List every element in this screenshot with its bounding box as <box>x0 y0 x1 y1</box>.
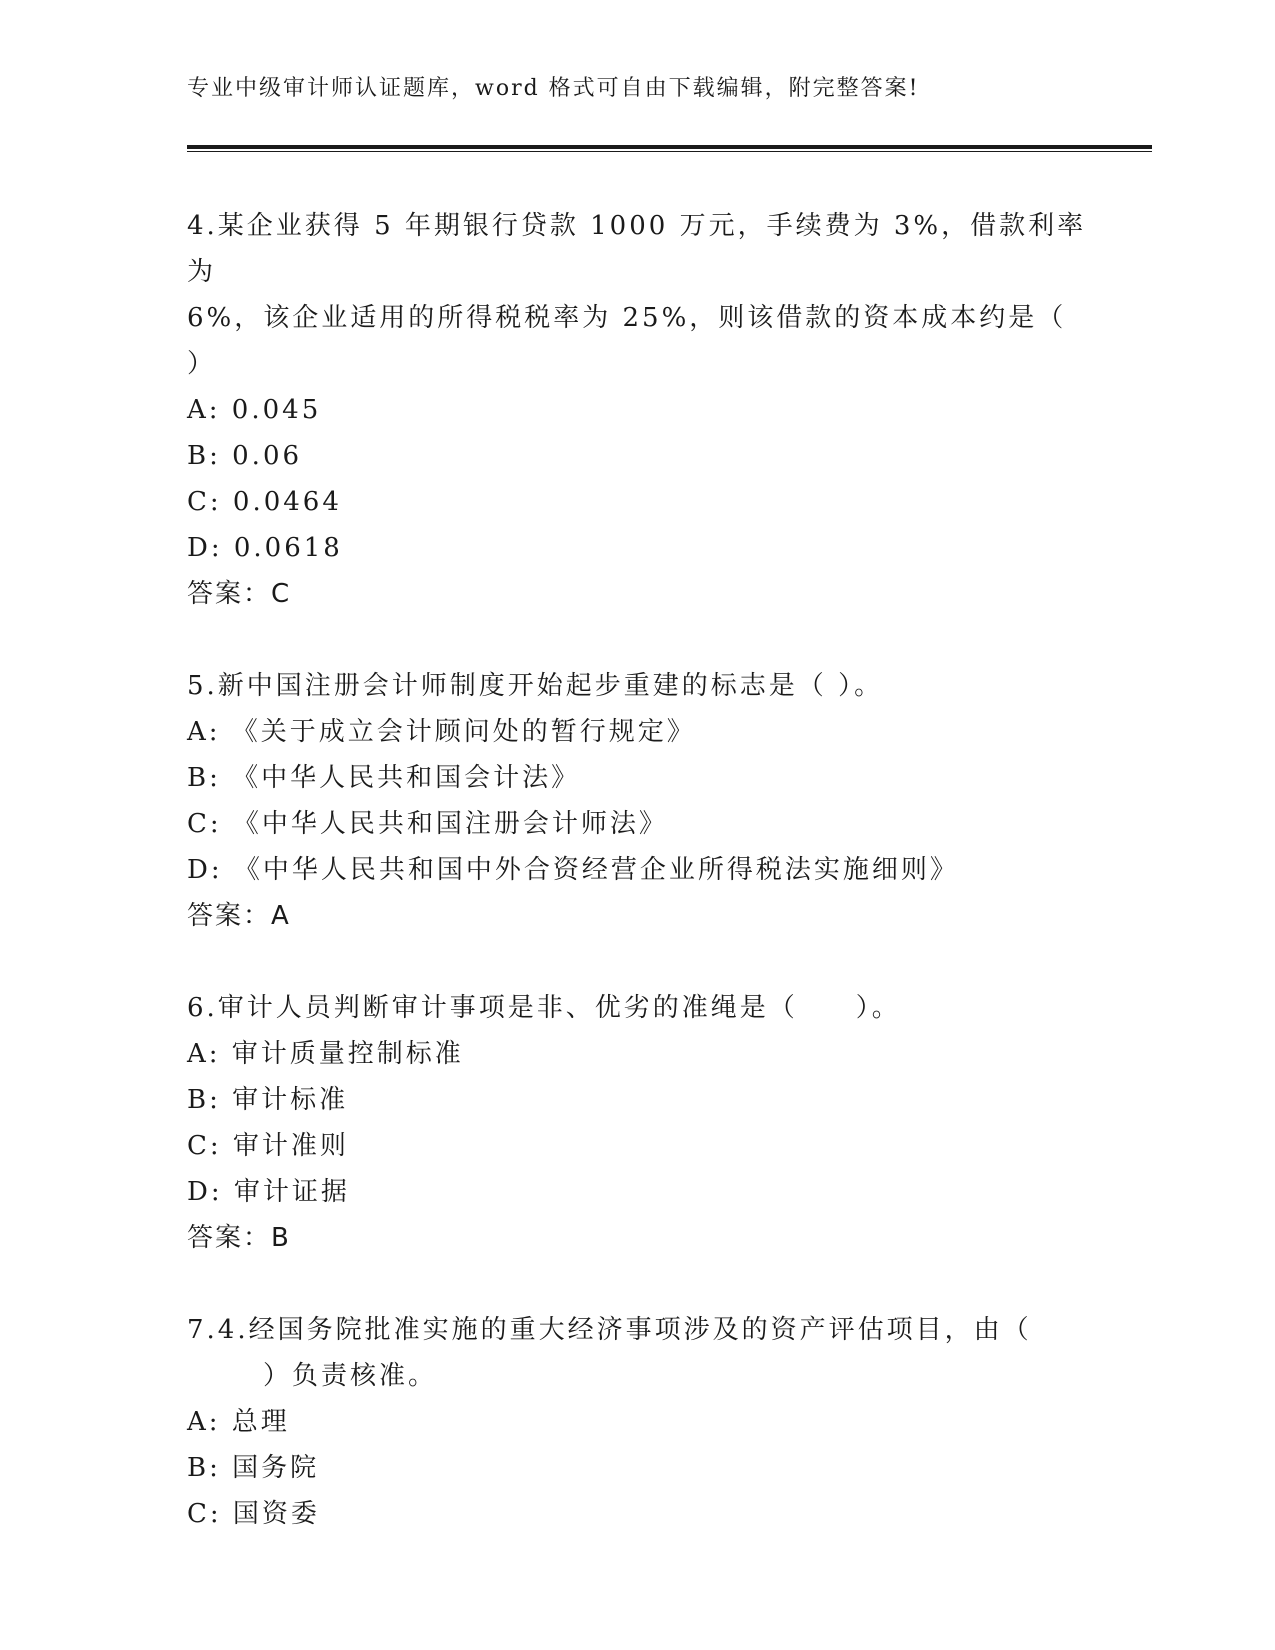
question-stem-line: ） <box>187 349 217 379</box>
question-stem-line: 6.审计人员判断审计事项是非、优劣的准绳是（ ）。 <box>187 993 901 1023</box>
option-b: B: 国务院 <box>187 1453 320 1483</box>
answer: 答案：B <box>187 1223 291 1253</box>
spacer <box>187 1261 1087 1307</box>
question-stem-line-continued <box>187 1353 1087 1399</box>
option-a: A: 0.045 <box>187 395 322 425</box>
option-c: C: 0.0464 <box>187 487 342 517</box>
question-stem-line: 7.4.经国务院批准实施的重大经济事项涉及的资产评估项目，由（ <box>187 1315 1032 1345</box>
question-stem-line: 4.某企业获得 5 年期银行贷款 1000 万元，手续费为 3%，借款利率为 <box>187 211 1087 287</box>
option-a: A: 审计质量控制标准 <box>187 1039 464 1069</box>
option-d: D: 《中华人民共和国中外合资经营企业所得税法实施细则》 <box>187 855 959 885</box>
question-stem-text: ）负责核准。 <box>263 1361 438 1391</box>
page-header: 专业中级审计师认证题库，word 格式可自由下载编辑，附完整答案! <box>187 76 920 101</box>
option-c: C: 《中华人民共和国注册会计师法》 <box>187 809 668 839</box>
header-rule-thick <box>187 145 1152 149</box>
option-b: B: 审计标准 <box>187 1085 349 1115</box>
option-b: B: 《中华人民共和国会计法》 <box>187 763 581 793</box>
option-c: C: 审计准则 <box>187 1131 349 1161</box>
option-b: B: 0.06 <box>187 441 303 471</box>
question-7 <box>187 1307 1087 1537</box>
question-stem-line: 6%，该企业适用的所得税税率为 25%，则该借款的资本成本约是（ <box>187 303 1067 333</box>
header-rule-thin <box>187 151 1152 152</box>
option-d: D: 审计证据 <box>187 1177 350 1207</box>
question-4 <box>187 203 1087 617</box>
question-stem-line: 5.新中国注册会计师制度开始起步重建的标志是（ ）。 <box>187 671 884 701</box>
option-c: C: 国资委 <box>187 1499 320 1529</box>
option-a: A: 《关于成立会计顾问处的暂行规定》 <box>187 717 696 747</box>
answer: 答案：C <box>187 579 292 609</box>
option-a: A: 总理 <box>187 1407 290 1437</box>
option-d: D: 0.0618 <box>187 533 343 563</box>
question-6 <box>187 985 1087 1261</box>
answer: 答案：A <box>187 901 291 931</box>
spacer <box>187 939 1087 985</box>
spacer <box>187 617 1087 663</box>
question-5 <box>187 663 1087 939</box>
question-list <box>187 203 1087 1537</box>
